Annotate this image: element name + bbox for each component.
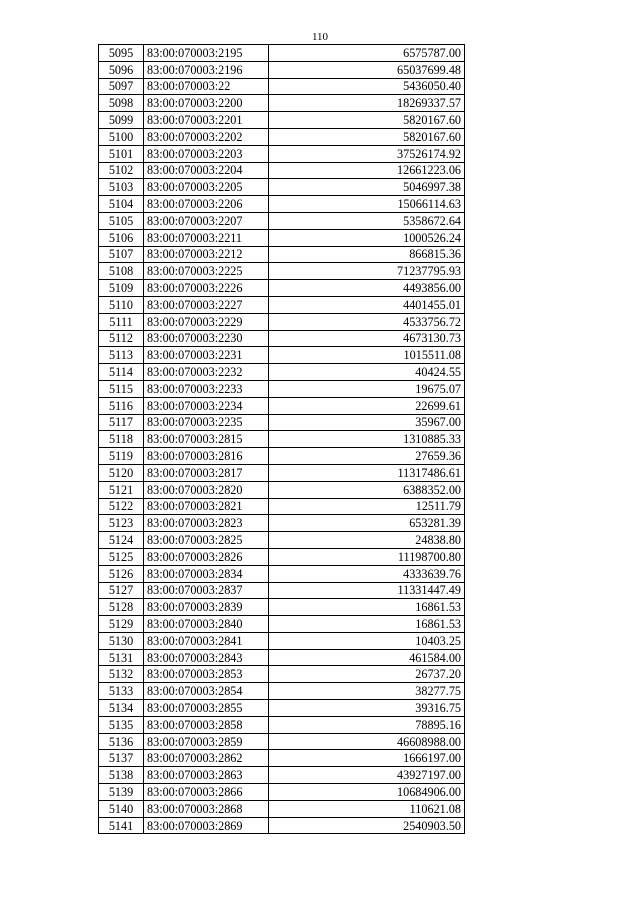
cadastral-value-table <box>98 44 465 834</box>
table-row <box>99 565 465 582</box>
row-number-cell: 5101 <box>99 145 144 162</box>
table-row <box>99 616 465 633</box>
row-number-cell: 5114 <box>99 364 144 381</box>
table-row <box>99 128 465 145</box>
row-number-cell: 5103 <box>99 179 144 196</box>
table-row <box>99 45 465 62</box>
cadastral-number-cell: 83:00:070003:2200 <box>144 95 269 112</box>
cadastral-number-cell: 83:00:070003:2206 <box>144 196 269 213</box>
cadastral-number-cell: 83:00:070003:2235 <box>144 414 269 431</box>
cadastral-number-cell: 83:00:070003:2815 <box>144 431 269 448</box>
value-cell: 78895.16 <box>269 716 465 733</box>
table-row <box>99 347 465 364</box>
value-cell: 6388352.00 <box>269 481 465 498</box>
table-row <box>99 246 465 263</box>
value-cell: 4493856.00 <box>269 280 465 297</box>
value-cell: 38277.75 <box>269 683 465 700</box>
row-number-cell: 5108 <box>99 263 144 280</box>
row-number-cell: 5115 <box>99 380 144 397</box>
table-row <box>99 767 465 784</box>
value-cell: 653281.39 <box>269 515 465 532</box>
value-cell: 24838.80 <box>269 532 465 549</box>
row-number-cell: 5110 <box>99 296 144 313</box>
row-number-cell: 5095 <box>99 45 144 62</box>
page-number: 110 <box>311 31 329 43</box>
row-number-cell: 5102 <box>99 162 144 179</box>
row-number-cell: 5106 <box>99 229 144 246</box>
cadastral-number-cell: 83:00:070003:2816 <box>144 448 269 465</box>
row-number-cell: 5116 <box>99 397 144 414</box>
cadastral-number-cell: 83:00:070003:2232 <box>144 364 269 381</box>
value-cell: 1310885.33 <box>269 431 465 448</box>
row-number-cell: 5125 <box>99 548 144 565</box>
value-cell: 12511.79 <box>269 498 465 515</box>
table-row <box>99 784 465 801</box>
value-cell: 4401455.01 <box>269 296 465 313</box>
value-cell: 16861.53 <box>269 616 465 633</box>
row-number-cell: 5130 <box>99 632 144 649</box>
value-cell: 110621.08 <box>269 800 465 817</box>
table-row <box>99 515 465 532</box>
cadastral-number-cell: 83:00:070003:2207 <box>144 212 269 229</box>
row-number-cell: 5132 <box>99 666 144 683</box>
value-cell: 22699.61 <box>269 397 465 414</box>
table-row <box>99 632 465 649</box>
row-number-cell: 5096 <box>99 61 144 78</box>
cadastral-number-cell: 83:00:070003:2229 <box>144 313 269 330</box>
value-cell: 4333639.76 <box>269 565 465 582</box>
table-row <box>99 548 465 565</box>
value-cell: 10684906.00 <box>269 784 465 801</box>
cadastral-number-cell: 83:00:070003:2859 <box>144 733 269 750</box>
value-cell: 27659.36 <box>269 448 465 465</box>
cadastral-number-cell: 83:00:070003:2202 <box>144 128 269 145</box>
row-number-cell: 5104 <box>99 196 144 213</box>
table-row <box>99 750 465 767</box>
table-row <box>99 582 465 599</box>
cadastral-number-cell: 83:00:070003:2862 <box>144 750 269 767</box>
value-cell: 19675.07 <box>269 380 465 397</box>
value-cell: 16861.53 <box>269 599 465 616</box>
value-cell: 37526174.92 <box>269 145 465 162</box>
table-row <box>99 800 465 817</box>
cadastral-number-cell: 83:00:070003:2858 <box>144 716 269 733</box>
table-row <box>99 212 465 229</box>
value-cell: 10403.25 <box>269 632 465 649</box>
row-number-cell: 5100 <box>99 128 144 145</box>
table-row <box>99 229 465 246</box>
cadastral-number-cell: 83:00:070003:2230 <box>144 330 269 347</box>
cadastral-number-cell: 83:00:070003:2863 <box>144 767 269 784</box>
row-number-cell: 5128 <box>99 599 144 616</box>
row-number-cell: 5122 <box>99 498 144 515</box>
cadastral-number-cell: 83:00:070003:2211 <box>144 229 269 246</box>
row-number-cell: 5112 <box>99 330 144 347</box>
row-number-cell: 5134 <box>99 700 144 717</box>
cadastral-number-cell: 83:00:070003:2854 <box>144 683 269 700</box>
value-cell: 26737.20 <box>269 666 465 683</box>
row-number-cell: 5135 <box>99 716 144 733</box>
row-number-cell: 5113 <box>99 347 144 364</box>
cadastral-number-cell: 83:00:070003:2820 <box>144 481 269 498</box>
cadastral-number-cell: 83:00:070003:2840 <box>144 616 269 633</box>
table-row <box>99 532 465 549</box>
value-cell: 71237795.93 <box>269 263 465 280</box>
table-row <box>99 330 465 347</box>
row-number-cell: 5117 <box>99 414 144 431</box>
table-row <box>99 179 465 196</box>
table-row <box>99 700 465 717</box>
value-cell: 4673130.73 <box>269 330 465 347</box>
table-row <box>99 464 465 481</box>
table-row <box>99 649 465 666</box>
value-cell: 11198700.80 <box>269 548 465 565</box>
row-number-cell: 5123 <box>99 515 144 532</box>
cadastral-number-cell: 83:00:070003:22 <box>144 78 269 95</box>
value-cell: 18269337.57 <box>269 95 465 112</box>
value-cell: 5820167.60 <box>269 112 465 129</box>
cadastral-number-cell: 83:00:070003:2205 <box>144 179 269 196</box>
value-cell: 40424.55 <box>269 364 465 381</box>
value-cell: 1666197.00 <box>269 750 465 767</box>
row-number-cell: 5118 <box>99 431 144 448</box>
value-cell: 11331447.49 <box>269 582 465 599</box>
value-cell: 461584.00 <box>269 649 465 666</box>
table-row <box>99 112 465 129</box>
row-number-cell: 5121 <box>99 481 144 498</box>
table-row <box>99 498 465 515</box>
table-row <box>99 481 465 498</box>
cadastral-number-cell: 83:00:070003:2231 <box>144 347 269 364</box>
table-row <box>99 364 465 381</box>
row-number-cell: 5139 <box>99 784 144 801</box>
table-row <box>99 61 465 78</box>
value-cell: 866815.36 <box>269 246 465 263</box>
row-number-cell: 5098 <box>99 95 144 112</box>
cadastral-number-cell: 83:00:070003:2843 <box>144 649 269 666</box>
cadastral-number-cell: 83:00:070003:2825 <box>144 532 269 549</box>
row-number-cell: 5138 <box>99 767 144 784</box>
row-number-cell: 5136 <box>99 733 144 750</box>
value-cell: 5046997.38 <box>269 179 465 196</box>
table-body <box>99 45 465 834</box>
table-row <box>99 716 465 733</box>
value-cell: 5358672.64 <box>269 212 465 229</box>
cadastral-number-cell: 83:00:070003:2233 <box>144 380 269 397</box>
value-cell: 43927197.00 <box>269 767 465 784</box>
cadastral-number-cell: 83:00:070003:2203 <box>144 145 269 162</box>
row-number-cell: 5131 <box>99 649 144 666</box>
cadastral-number-cell: 83:00:070003:2204 <box>144 162 269 179</box>
row-number-cell: 5099 <box>99 112 144 129</box>
table-row <box>99 296 465 313</box>
table-row <box>99 145 465 162</box>
cadastral-number-cell: 83:00:070003:2823 <box>144 515 269 532</box>
table-row <box>99 196 465 213</box>
value-cell: 5436050.40 <box>269 78 465 95</box>
table-row <box>99 397 465 414</box>
table-row <box>99 683 465 700</box>
row-number-cell: 5140 <box>99 800 144 817</box>
row-number-cell: 5126 <box>99 565 144 582</box>
value-cell: 1000526.24 <box>269 229 465 246</box>
table-row <box>99 817 465 834</box>
value-cell: 5820167.60 <box>269 128 465 145</box>
row-number-cell: 5097 <box>99 78 144 95</box>
value-cell: 15066114.63 <box>269 196 465 213</box>
cadastral-number-cell: 83:00:070003:2869 <box>144 817 269 834</box>
cadastral-number-cell: 83:00:070003:2841 <box>144 632 269 649</box>
row-number-cell: 5109 <box>99 280 144 297</box>
table-row <box>99 666 465 683</box>
row-number-cell: 5107 <box>99 246 144 263</box>
table-row <box>99 313 465 330</box>
value-cell: 2540903.50 <box>269 817 465 834</box>
table-row <box>99 78 465 95</box>
cadastral-number-cell: 83:00:070003:2195 <box>144 45 269 62</box>
cadastral-number-cell: 83:00:070003:2226 <box>144 280 269 297</box>
value-cell: 4533756.72 <box>269 313 465 330</box>
value-cell: 11317486.61 <box>269 464 465 481</box>
table-row <box>99 162 465 179</box>
row-number-cell: 5133 <box>99 683 144 700</box>
cadastral-number-cell: 83:00:070003:2201 <box>144 112 269 129</box>
table-row <box>99 380 465 397</box>
row-number-cell: 5111 <box>99 313 144 330</box>
table-row <box>99 431 465 448</box>
cadastral-number-cell: 83:00:070003:2234 <box>144 397 269 414</box>
value-cell: 39316.75 <box>269 700 465 717</box>
cadastral-number-cell: 83:00:070003:2821 <box>144 498 269 515</box>
cadastral-number-cell: 83:00:070003:2834 <box>144 565 269 582</box>
value-cell: 12661223.06 <box>269 162 465 179</box>
cadastral-number-cell: 83:00:070003:2196 <box>144 61 269 78</box>
table-row <box>99 263 465 280</box>
row-number-cell: 5137 <box>99 750 144 767</box>
cadastral-number-cell: 83:00:070003:2855 <box>144 700 269 717</box>
row-number-cell: 5124 <box>99 532 144 549</box>
value-cell: 35967.00 <box>269 414 465 431</box>
cadastral-number-cell: 83:00:070003:2227 <box>144 296 269 313</box>
row-number-cell: 5105 <box>99 212 144 229</box>
cadastral-number-cell: 83:00:070003:2839 <box>144 599 269 616</box>
cadastral-number-cell: 83:00:070003:2853 <box>144 666 269 683</box>
cadastral-number-cell: 83:00:070003:2817 <box>144 464 269 481</box>
value-cell: 46608988.00 <box>269 733 465 750</box>
table-row <box>99 414 465 431</box>
cadastral-number-cell: 83:00:070003:2225 <box>144 263 269 280</box>
row-number-cell: 5141 <box>99 817 144 834</box>
table-row <box>99 599 465 616</box>
row-number-cell: 5119 <box>99 448 144 465</box>
cadastral-number-cell: 83:00:070003:2868 <box>144 800 269 817</box>
value-cell: 65037699.48 <box>269 61 465 78</box>
row-number-cell: 5129 <box>99 616 144 633</box>
table-row <box>99 95 465 112</box>
cadastral-number-cell: 83:00:070003:2826 <box>144 548 269 565</box>
cadastral-number-cell: 83:00:070003:2837 <box>144 582 269 599</box>
value-cell: 6575787.00 <box>269 45 465 62</box>
table-row <box>99 448 465 465</box>
row-number-cell: 5127 <box>99 582 144 599</box>
cadastral-number-cell: 83:00:070003:2212 <box>144 246 269 263</box>
value-cell: 1015511.08 <box>269 347 465 364</box>
cadastral-number-cell: 83:00:070003:2866 <box>144 784 269 801</box>
table-row <box>99 733 465 750</box>
table-row <box>99 280 465 297</box>
row-number-cell: 5120 <box>99 464 144 481</box>
